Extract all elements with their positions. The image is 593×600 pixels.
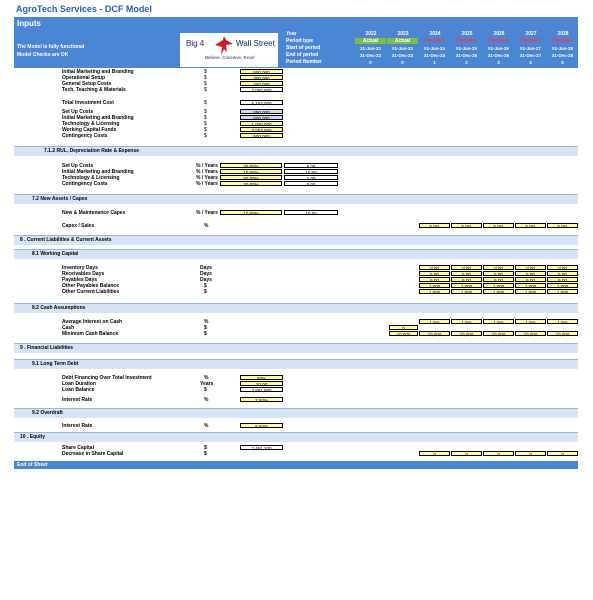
cash-opening-2023[interactable]: 0 — [389, 325, 418, 330]
end-2026: 31-Dec-26 — [487, 53, 510, 58]
cost-value-3[interactable]: 3,603,000 — [240, 127, 283, 132]
label-period-number: Period Number — [286, 59, 322, 65]
share-decrease-2027[interactable]: 0 — [515, 451, 546, 456]
status-note-checks: Model Checks are OK — [17, 52, 69, 58]
label-period-type: Period type — [286, 38, 314, 44]
period-2023: 0 — [401, 60, 404, 65]
year-2025: 2025 — [461, 31, 473, 37]
ltd-label-3: Interest Rate — [62, 397, 93, 403]
period-2022: 0 — [369, 60, 372, 65]
ltd-unit-0: % — [204, 375, 209, 381]
ltd-duration[interactable]: 10.00 — [240, 381, 283, 386]
share-decrease-2024[interactable]: 0 — [419, 451, 450, 456]
cash-label-1: Cash — [62, 325, 75, 331]
wc-0-2027[interactable]: 0.00 — [515, 265, 546, 270]
logo-tagline: Believe, Conceive, Excel — [205, 55, 255, 60]
rul-unit-3: % / Years — [196, 181, 218, 187]
section-cash-heading: 8.2 Cash Assumptions — [32, 305, 86, 311]
equity-unit-0: $ — [204, 445, 207, 451]
year-2027: 2027 — [525, 31, 537, 37]
equity-unit-1: $ — [204, 451, 207, 457]
cash-unit-1: $ — [204, 325, 207, 331]
ltd-debt-pct[interactable]: 60% — [240, 375, 283, 380]
section-capex-heading: 7.2 New Assets / Capex — [32, 196, 88, 202]
section-working-capital — [14, 249, 578, 259]
year-2026: 2026 — [493, 31, 505, 37]
end-2022: 31-Dec-22 — [359, 53, 382, 58]
cash-interest-2026[interactable]: 1.5% — [483, 319, 514, 324]
section-long-term-debt-heading: 9.1 Long Term Debt — [32, 361, 79, 367]
rul-years-1: 10.00 — [284, 169, 338, 174]
cost-label-0: Set Up Costs — [62, 109, 94, 115]
cost-unit-1: $ — [204, 115, 207, 121]
section-overdraft-heading: 9.2 Overdraft — [32, 410, 63, 416]
ltd-interest-rate[interactable]: 7.50% — [240, 397, 283, 402]
section-capex — [14, 194, 578, 204]
od-interest-rate[interactable]: 8.50% — [240, 423, 283, 428]
label-end-of-period: End of period — [286, 52, 319, 58]
ltd-label-0: Debt Financing Over Total Investment — [62, 375, 152, 381]
wc-4-2027[interactable]: 1,000 — [515, 289, 546, 294]
rul-years-2: 2.00 — [284, 175, 338, 180]
rul-years-0: 5.00 — [284, 163, 338, 168]
cash-unit-0: % — [204, 319, 209, 325]
wc-4-2026[interactable]: 1,000 — [483, 289, 514, 294]
startup-label-0: Initial Marketing and Branding — [62, 69, 134, 75]
wc-0-2025[interactable]: 0.00 — [451, 265, 482, 270]
total-investment-unit: $ — [204, 100, 207, 106]
wc-0-2028[interactable]: 0.00 — [547, 265, 578, 270]
wc-3-2024[interactable]: 1,000 — [419, 283, 450, 288]
wc-4-2028[interactable]: 1,000 — [547, 289, 578, 294]
cost-unit-0: $ — [204, 109, 207, 115]
section-cash — [14, 303, 578, 313]
ltd-label-1: Loan Duration — [62, 381, 96, 387]
end-of-sheet: End of Sheet — [17, 462, 48, 468]
wc-3-2025[interactable]: 1,000 — [451, 283, 482, 288]
startup-unit-3: $ — [204, 87, 207, 93]
section-rul — [14, 146, 578, 156]
cash-interest-2024[interactable]: 1.5% — [419, 319, 450, 324]
min-cash-2026[interactable]: 10,000 — [483, 331, 514, 336]
share-capital-value: 2,461,200 — [240, 445, 283, 450]
wc-2-2024[interactable]: 5.00 — [419, 277, 450, 282]
wc-0-2026[interactable]: 0.00 — [483, 265, 514, 270]
label-year: Year — [286, 31, 297, 37]
capex-sales-2028[interactable]: 5.0% — [547, 223, 578, 228]
period-2027: 4 — [529, 60, 532, 65]
equity-label-0: Share Capital — [62, 445, 94, 451]
startup-label-1: Operational Setup — [62, 75, 106, 81]
cost-unit-3: $ — [204, 127, 207, 133]
rul-unit-2: % / Years — [196, 175, 218, 181]
cost-value-4[interactable]: 500,000 — [240, 133, 283, 138]
wc-3-2026[interactable]: 1,000 — [483, 283, 514, 288]
cost-value-0: 550,000 — [240, 109, 283, 114]
period-type-2028: Forecast — [547, 38, 578, 44]
start-2024: 01-Jan-24 — [424, 46, 445, 51]
capex-unit-0: % / Years — [196, 210, 218, 216]
rul-label-2: Technology & Licensing — [62, 175, 120, 181]
start-2025: 01-Jan-25 — [456, 46, 477, 51]
wc-1-2028[interactable]: 5.00 — [547, 271, 578, 276]
capex-sales-2027[interactable]: 5.0% — [515, 223, 546, 228]
rul-pct-2[interactable]: 50.00% — [220, 175, 282, 180]
label-start-of-period: Start of period — [286, 45, 321, 51]
cash-label-0: Average Interest on Cash — [62, 319, 123, 325]
rul-unit-1: % / Years — [196, 169, 218, 175]
capex-sales-2026[interactable]: 5.0% — [483, 223, 514, 228]
start-2026: 01-Jan-26 — [488, 46, 509, 51]
wc-4-2025[interactable]: 1,000 — [451, 289, 482, 294]
section-overdraft — [14, 408, 578, 418]
capex-label-0: New & Maintenance Capex — [62, 210, 126, 216]
ltd-label-2: Loan Balance — [62, 387, 95, 393]
rul-label-3: Contingency Costs — [62, 181, 108, 187]
wc-label-4: Other Current Liabilities — [62, 289, 120, 295]
wc-1-2025[interactable]: 5.00 — [451, 271, 482, 276]
wc-label-1: Receivables Days — [62, 271, 105, 277]
min-cash-2025[interactable]: 10,000 — [451, 331, 482, 336]
wc-unit-1: Days — [200, 271, 212, 277]
min-cash-2027[interactable]: 10,000 — [515, 331, 546, 336]
period-2025: 2 — [465, 60, 468, 65]
year-2022: 2022 — [365, 31, 377, 37]
section-8 — [14, 235, 578, 245]
wc-1-2027[interactable]: 5.00 — [515, 271, 546, 276]
od-label: Interest Rate — [62, 423, 93, 429]
wc-label-2: Payables Days — [62, 277, 98, 283]
capex-sales-label: Capex / Sales — [62, 223, 95, 229]
wc-0-2024[interactable]: 0.00 — [419, 265, 450, 270]
capex-years: 10.00 — [284, 210, 338, 215]
wc-unit-3: $ — [204, 283, 207, 289]
sheet-name: Inputs — [17, 19, 41, 28]
total-investment-value: 6,153,000 — [240, 100, 283, 105]
wc-unit-0: Days — [200, 265, 212, 271]
cost-label-4: Contingency Costs — [62, 133, 108, 139]
rul-label-0: Set Up Costs — [62, 163, 94, 169]
rul-pct-0[interactable]: 20.00% — [220, 163, 282, 168]
end-2025: 31-Dec-25 — [455, 53, 478, 58]
end-2023: 31-Dec-23 — [391, 53, 414, 58]
min-cash-2028[interactable]: 10,000 — [547, 331, 578, 336]
end-2027: 31-Dec-27 — [519, 53, 542, 58]
cost-unit-4: $ — [204, 133, 207, 139]
wc-2-2027[interactable]: 5.00 — [515, 277, 546, 282]
cash-interest-2028[interactable]: 1.5% — [547, 319, 578, 324]
section-equity-heading: 10 . Equity — [20, 434, 46, 440]
ltd-unit-2: $ — [204, 387, 207, 393]
wc-2-2025[interactable]: 5.00 — [451, 277, 482, 282]
start-2027: 01-Jan-27 — [520, 46, 541, 51]
footer-band — [14, 461, 578, 469]
section-long-term-debt — [14, 359, 578, 369]
wc-3-2028[interactable]: 1,000 — [547, 283, 578, 288]
cost-label-2: Technology & Licensing — [62, 121, 120, 127]
rul-years-3: 5.00 — [284, 181, 338, 186]
cash-interest-2027[interactable]: 1.5% — [515, 319, 546, 324]
wc-3-2027[interactable]: 1,000 — [515, 283, 546, 288]
end-2024: 31-Dec-24 — [423, 53, 446, 58]
section-9 — [14, 343, 578, 353]
wc-label-3: Other Payables Balance — [62, 283, 119, 289]
startup-label-3: Tech, Teaching & Materials — [62, 87, 126, 93]
startup-value-0[interactable]: 500,000 — [240, 69, 283, 74]
wc-unit-4: $ — [204, 289, 207, 295]
capex-sales-2024[interactable]: 5.0% — [419, 223, 450, 228]
cash-label-2: Minimum Cash Balance — [62, 331, 119, 337]
min-cash-2023[interactable]: 10,000 — [389, 331, 418, 336]
share-decrease-2028[interactable]: 0 — [547, 451, 578, 456]
ltd-loan-balance: 3,691,800 — [240, 387, 283, 392]
cost-label-1: Initial Marketing and Branding — [62, 115, 134, 121]
equity-label-1: Decrease in Share Capital — [62, 451, 124, 457]
od-unit: % — [204, 423, 209, 429]
rul-pct-1[interactable]: 10.00% — [220, 169, 282, 174]
rul-label-1: Initial Marketing and Branding — [62, 169, 134, 175]
capex-sales-2025[interactable]: 5.0% — [451, 223, 482, 228]
cash-interest-2025[interactable]: 1.5% — [451, 319, 482, 324]
ltd-unit-1: Years — [200, 381, 214, 387]
rul-unit-0: % / Years — [196, 163, 218, 169]
startup-value-1[interactable]: 300,000 — [240, 75, 283, 80]
wc-4-2024[interactable]: 1,000 — [419, 289, 450, 294]
logo-text-right: Wall Street — [236, 39, 275, 48]
period-type-2023: Actual — [387, 38, 418, 44]
status-note-functional: The Model is fully functional — [17, 44, 85, 50]
start-2028: 01-Jan-28 — [552, 46, 573, 51]
start-2022: 31-Jan-22 — [360, 46, 381, 51]
period-type-2025: Forecast — [451, 38, 482, 44]
year-2023: 2023 — [397, 31, 409, 37]
section-8-heading: 8 . Current Liabilities & Current Assets — [20, 237, 112, 243]
period-type-2027: Forecast — [515, 38, 546, 44]
wc-1-2024[interactable]: 5.00 — [419, 271, 450, 276]
cost-value-1: 500,000 — [240, 115, 283, 120]
startup-value-3: 2,050,000 — [240, 87, 283, 92]
year-2028: 2028 — [557, 31, 569, 37]
ltd-unit-3: % — [204, 397, 209, 403]
start-2023: 01-Jan-23 — [392, 46, 413, 51]
period-2026: 3 — [497, 60, 500, 65]
eagle-icon — [213, 35, 235, 57]
wc-1-2026[interactable]: 5.00 — [483, 271, 514, 276]
startup-unit-2: $ — [204, 81, 207, 87]
section-working-capital-heading: 8.1 Working Capital — [32, 251, 79, 257]
logo — [180, 33, 278, 67]
startup-value-2[interactable]: 250,000 — [240, 81, 283, 86]
period-type-2026: Forecast — [483, 38, 514, 44]
period-2024: 1 — [433, 60, 436, 65]
startup-label-2: General Setup Costs — [62, 81, 112, 87]
capex-pct[interactable]: 10.00% — [220, 210, 282, 215]
period-2028: 5 — [561, 60, 564, 65]
cost-label-3: Working Capital Funds — [62, 127, 117, 133]
share-decrease-2025[interactable]: 0 — [451, 451, 482, 456]
share-decrease-2026[interactable]: 0 — [483, 451, 514, 456]
section-equity — [14, 432, 578, 442]
startup-unit-0: $ — [204, 69, 207, 75]
period-type-2022: Actual — [355, 38, 386, 44]
wc-unit-2: Days — [200, 277, 212, 283]
startup-unit-1: $ — [204, 75, 207, 81]
year-2024: 2024 — [429, 31, 441, 37]
min-cash-2024[interactable]: 10,000 — [419, 331, 450, 336]
cost-unit-2: $ — [204, 121, 207, 127]
wc-label-0: Inventory Days — [62, 265, 98, 271]
model-title: AgroTech Services - DCF Model — [16, 4, 152, 14]
rul-pct-3[interactable]: 20.00% — [220, 181, 282, 186]
capex-sales-unit: % — [204, 223, 209, 229]
wc-2-2028[interactable]: 5.00 — [547, 277, 578, 282]
section-rul-heading: 7.1.2 RUL, Depreciation Rate & Expense — [44, 148, 140, 154]
section-9-heading: 9 . Financial Liabilities — [20, 345, 74, 351]
end-2028: 31-Dec-28 — [551, 53, 574, 58]
wc-2-2026[interactable]: 5.00 — [483, 277, 514, 282]
period-type-2024: Forecast — [419, 38, 450, 44]
cost-value-2[interactable]: 1,000,000 — [240, 121, 283, 126]
logo-text-left: Big 4 — [186, 39, 205, 48]
total-investment-label: Total Investment Cost — [62, 100, 114, 106]
cash-unit-2: $ — [204, 331, 207, 337]
